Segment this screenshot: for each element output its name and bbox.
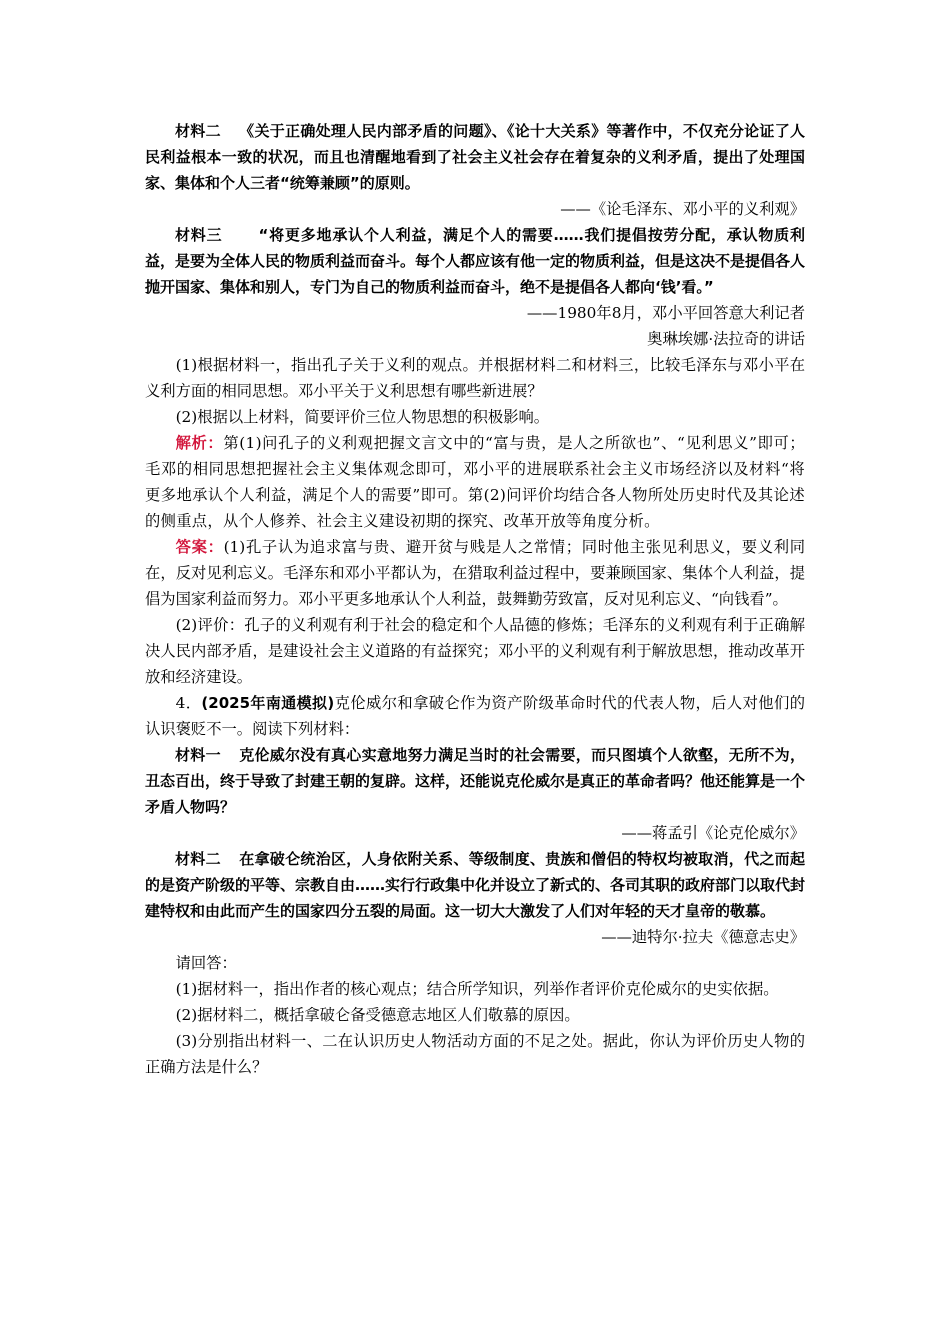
material-text: 克伦威尔没有真心实意地努力满足当时的社会需要，而只图填个人欲壑，无所不为，丑态百出，终于导致了封建王朝的复辟。这样，还能说克伦威尔是真正的革命者吗？他还能算是一个矛盾人物吗？ — [145, 746, 806, 816]
question-2: (2)根据以上材料，简要评价三位人物思想的积极影响。 — [175, 408, 550, 426]
prompt-text: 请回答： — [175, 954, 237, 972]
question-4-intro — [145, 690, 805, 742]
question-4-1: (1)据材料一，指出作者的核心观点；结合所学知识，列举作者评价克伦威尔的史实依据。 — [175, 980, 779, 998]
material-text: “将更多地承认个人利益，满足个人的需要……我们提倡按劳分配，承认物质利益，是要为全体人民的物质利益而奋斗。每个人都应该有他一定的物质利益，但是这决不是提倡各人抛开国家、集体和别人，专门为自己的物质利益而奋斗，绝不是提倡各人都向‘钱’看。” — [145, 226, 806, 296]
analysis-text: 第(1)问孔子的义利观把握文言文中的“富与贵，是人之所欲也”、“见利思义”即可；毛邓的相同思想把握社会主义集体观念即可，邓小平的进展联系社会主义市场经济以及材料“将更多地承认个人利益，满足个人的需要”即可。第(2)问评价均结合各人物所处历史时代及其论述的侧重点，从个人修养、社会主义建设初期的探究、改革开放等角度分析。 — [145, 434, 806, 530]
answer-paragraph-2: (2)评价：孔子的义利观有利于社会的稳定和个人品德的修炼；毛泽东的义利观有利于正确解决人民内部矛盾，是建设社会主义道路的有益探究；邓小平的义利观有利于解放思想，推动改革开放和经济建设。 — [145, 616, 805, 686]
answer-text-1: (1)孔子认为追求富与贵、避开贫与贱是人之常情；同时他主张见利思义，要义利同在，反对见利忘义。毛泽东和邓小平都认为，在猎取利益过程中，要兼顾国家、集体个人利益，提倡为国家利益而努力。邓小平更多地承认个人利益，鼓舞勤劳致富，反对见利忘义、“向钱看”。 — [145, 538, 805, 608]
material-text: 《关于正确处理人民内部矛盾的问题》、《论十大关系》等著作中，不仅充分论证了人民利益根本一致的状况，而且也清醒地看到了社会主义社会存在着复杂的义利矛盾，提出了处理国家、集体和个人三者“统筹兼顾”的原则。 — [145, 122, 805, 192]
analysis-label: 解析： — [175, 434, 224, 452]
material-source: ——迪特尔·拉夫《德意志史》 — [601, 928, 805, 946]
question-4-text: 克伦威尔和拿破仑作为资产阶级革命时代的代表人物，后人对他们的认识褒贬不一。阅读下列材料： — [145, 694, 805, 738]
answer-paragraph-1 — [145, 534, 805, 612]
question-1: (1)根据材料一，指出孔子关于义利的观点。并根据材料二和材料三，比较毛泽东与邓小平在义利方面的相同思想。邓小平关于义利思想有哪些新进展？ — [145, 356, 805, 400]
document-page — [145, 118, 805, 1080]
material-source: ——《论毛泽东、邓小平的义利观》 — [560, 200, 805, 218]
material-source-line-1: ——1980年8月，邓小平回答意大利记者 — [526, 304, 805, 322]
material-source: ——蒋孟引《论克伦威尔》 — [621, 824, 805, 842]
material-2-paragraph — [145, 118, 805, 196]
answer-label: 答案： — [175, 538, 224, 556]
analysis-paragraph — [145, 430, 805, 534]
material-text: 在拿破仑统治区，人身依附关系、等级制度、贵族和僧侣的特权均被取消，代之而起的是资产阶级的平等、宗教自由……实行行政集中化并设立了新式的、各司其职的政府部门以取代封建特权和由此而产生的国家四分五裂的局面。这一切大大激发了人们对年轻的天才皇帝的敬慕。 — [145, 850, 806, 920]
material-1-paragraph — [145, 742, 805, 820]
material-3-paragraph — [145, 222, 805, 300]
material-label: 材料二 — [175, 122, 221, 140]
question-4-3: (3)分别指出材料一、二在认识历史人物活动方面的不足之处。据此，你认为评价历史人物的正确方法是什么？ — [145, 1032, 805, 1076]
question-4-2: (2)据材料二，概括拿破仑备受德意志地区人们敬慕的原因。 — [175, 1006, 580, 1024]
material-label: 材料二 — [175, 850, 221, 868]
question-source-tag: (2025年南通模拟) — [201, 694, 335, 712]
material-2b-paragraph — [145, 846, 805, 924]
question-number: 4． — [175, 694, 202, 712]
material-label: 材料一 — [175, 746, 221, 764]
material-label: 材料三 — [175, 226, 223, 244]
material-source-line-2: 奥琳埃娜·法拉奇的讲话 — [647, 330, 805, 348]
